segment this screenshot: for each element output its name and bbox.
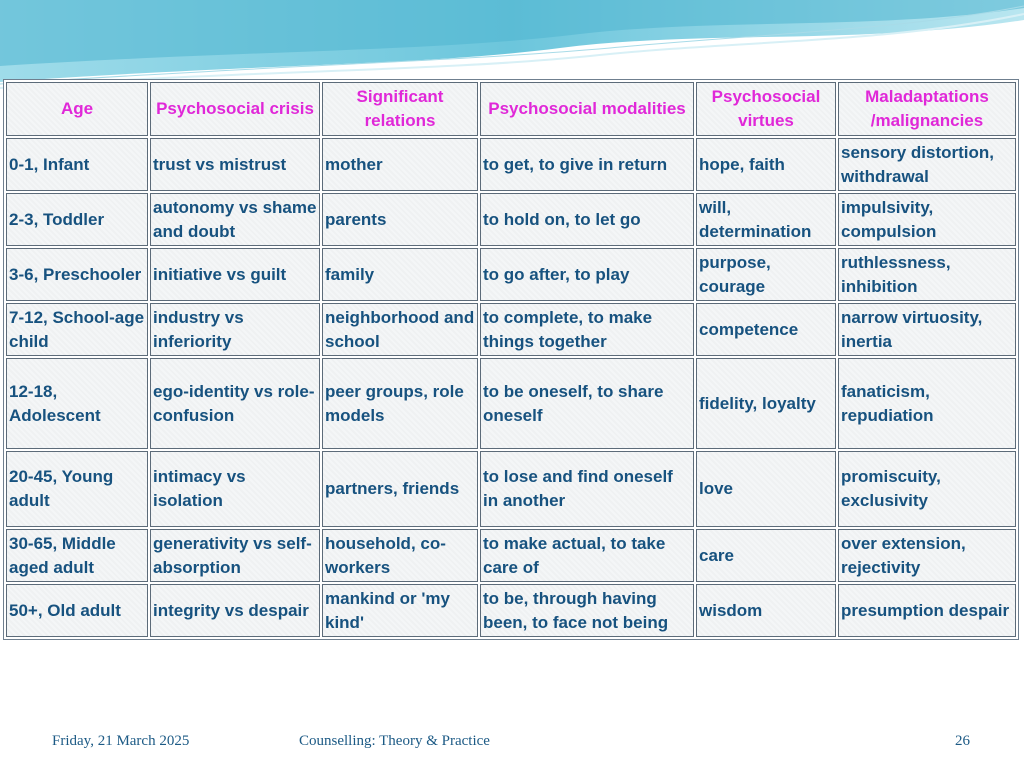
erikson-stages-table xyxy=(3,79,1019,640)
header-maladaptations: Maladaptations /malignancies xyxy=(838,82,1016,136)
table-row xyxy=(6,193,1016,246)
cell-maladaptations: ruthlessness, inhibition xyxy=(838,248,1016,301)
cell-modalities: to make actual, to take care of xyxy=(480,529,694,582)
cell-maladaptations: impulsivity, compulsion xyxy=(838,193,1016,246)
table-row xyxy=(6,138,1016,191)
cell-modalities: to hold on, to let go xyxy=(480,193,694,246)
cell-virtues: wisdom xyxy=(696,584,836,637)
cell-crisis: trust vs mistrust xyxy=(150,138,320,191)
cell-relations: family xyxy=(322,248,478,301)
page-number: 26 xyxy=(955,733,970,749)
table-header-row xyxy=(6,82,1016,136)
cell-relations: peer groups, role models xyxy=(322,358,478,449)
cell-virtues: hope, faith xyxy=(696,138,836,191)
cell-maladaptations: fanaticism, repudiation xyxy=(838,358,1016,449)
cell-modalities: to lose and find oneself in another xyxy=(480,451,694,527)
cell-maladaptations: sensory distortion, withdrawal xyxy=(838,138,1016,191)
header-age: Age xyxy=(6,82,148,136)
cell-crisis: intimacy vs isolation xyxy=(150,451,320,527)
cell-modalities: to be, through having been, to face not being xyxy=(480,584,694,637)
cell-age: 0-1, Infant xyxy=(6,138,148,191)
cell-virtues: will, determination xyxy=(696,193,836,246)
cell-maladaptations: narrow virtuosity, inertia xyxy=(838,303,1016,356)
cell-crisis: initiative vs guilt xyxy=(150,248,320,301)
table-row xyxy=(6,584,1016,637)
cell-relations: mankind or 'my kind' xyxy=(322,584,478,637)
footer-date: Friday, 21 March 2025 xyxy=(52,733,190,749)
cell-modalities: to get, to give in return xyxy=(480,138,694,191)
header-psychosocial-virtues: Psychosocial virtues xyxy=(696,82,836,136)
cell-virtues: fidelity, loyalty xyxy=(696,358,836,449)
header-psychosocial-modalities: Psychosocial modalities xyxy=(480,82,694,136)
header-significant-relations: Significant relations xyxy=(322,82,478,136)
cell-virtues: competence xyxy=(696,303,836,356)
footer-title: Counselling: Theory & Practice xyxy=(299,733,490,749)
cell-crisis: generativity vs self-absorption xyxy=(150,529,320,582)
cell-age: 30-65, Middle aged adult xyxy=(6,529,148,582)
cell-crisis: autonomy vs shame and doubt xyxy=(150,193,320,246)
cell-relations: mother xyxy=(322,138,478,191)
cell-virtues: love xyxy=(696,451,836,527)
cell-relations: parents xyxy=(322,193,478,246)
cell-maladaptations: over extension, rejectivity xyxy=(838,529,1016,582)
cell-crisis: integrity vs despair xyxy=(150,584,320,637)
cell-age: 50+, Old adult xyxy=(6,584,148,637)
cell-crisis: ego-identity vs role-confusion xyxy=(150,358,320,449)
cell-relations: neighborhood and school xyxy=(322,303,478,356)
cell-age: 3-6, Preschooler xyxy=(6,248,148,301)
cell-age: 12-18, Adolescent xyxy=(6,358,148,449)
table-row xyxy=(6,451,1016,527)
cell-maladaptations: presumption despair xyxy=(838,584,1016,637)
cell-age: 20-45, Young adult xyxy=(6,451,148,527)
cell-relations: partners, friends xyxy=(322,451,478,527)
cell-age: 7-12, School-age child xyxy=(6,303,148,356)
cell-virtues: care xyxy=(696,529,836,582)
header-psychosocial-crisis: Psychosocial crisis xyxy=(150,82,320,136)
cell-virtues: purpose, courage xyxy=(696,248,836,301)
header-wave-decoration xyxy=(0,0,1024,90)
table-row xyxy=(6,248,1016,301)
table-row xyxy=(6,529,1016,582)
cell-modalities: to be oneself, to share oneself xyxy=(480,358,694,449)
cell-modalities: to go after, to play xyxy=(480,248,694,301)
cell-crisis: industry vs inferiority xyxy=(150,303,320,356)
cell-modalities: to complete, to make things together xyxy=(480,303,694,356)
cell-relations: household, co-workers xyxy=(322,529,478,582)
cell-maladaptations: promiscuity, exclusivity xyxy=(838,451,1016,527)
cell-age: 2-3, Toddler xyxy=(6,193,148,246)
table-row xyxy=(6,303,1016,356)
table-row xyxy=(6,358,1016,449)
